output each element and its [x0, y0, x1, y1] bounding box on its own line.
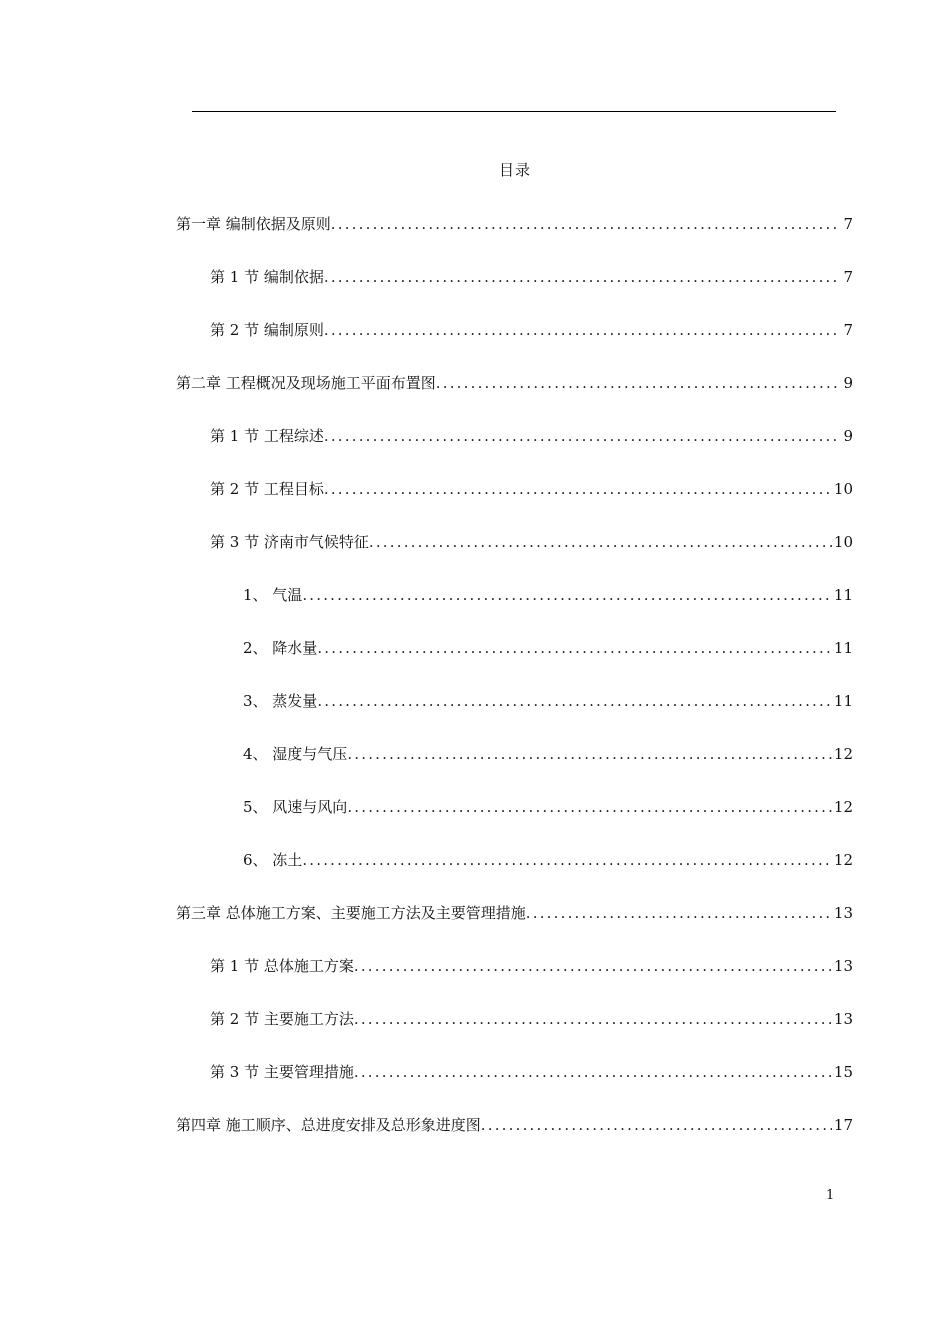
toc-entry-page: 13	[833, 904, 853, 922]
toc-entry-section-1-2[interactable]	[210, 320, 853, 340]
toc-entry-page: 11	[833, 586, 853, 604]
toc-entry-page: 17	[833, 1116, 853, 1134]
toc-entry-page: 9	[843, 374, 853, 392]
toc-entry-label: 第 1 节 总体施工方案	[210, 957, 354, 975]
toc-dot-leader	[354, 956, 832, 976]
toc-entry-label: 6、 冻土	[243, 851, 303, 869]
toc-entry-label: 2、 降水量	[243, 639, 318, 657]
toc-entry-label: 第 3 节 主要管理措施	[210, 1063, 354, 1081]
toc-entry-label: 第一章 编制依据及原则	[176, 215, 331, 233]
toc-entry-section-1-1[interactable]	[210, 267, 853, 287]
toc-entry-page: 7	[843, 268, 853, 286]
toc-dot-leader	[324, 426, 842, 446]
toc-title: 目录	[498, 161, 531, 179]
toc-entry-label: 第 2 节 编制原则	[210, 321, 324, 339]
toc-entry-page: 12	[833, 745, 853, 763]
toc-entry-label: 1、 气温	[243, 586, 303, 604]
toc-entry-item-2-3-6[interactable]	[243, 850, 853, 870]
toc-dot-leader	[317, 638, 832, 658]
toc-entry-section-2-3[interactable]	[210, 532, 853, 552]
toc-dot-leader	[347, 797, 832, 817]
toc-dot-leader	[354, 1062, 832, 1082]
toc-dot-leader	[354, 1009, 832, 1029]
toc-entry-item-2-3-1[interactable]	[243, 585, 853, 605]
toc-entry-item-2-3-5[interactable]	[243, 797, 853, 817]
toc-entry-chapter-3[interactable]	[176, 903, 853, 923]
toc-entry-section-2-1[interactable]	[210, 426, 853, 446]
toc-entry-page: 12	[833, 851, 853, 869]
toc-entry-label: 4、 湿度与气压	[243, 745, 348, 763]
toc-dot-leader	[331, 214, 842, 234]
footer-page-number: 1	[826, 1188, 835, 1203]
toc-dot-leader	[436, 373, 842, 393]
toc-dot-leader	[324, 267, 842, 287]
toc-entry-label: 第 2 节 主要施工方法	[210, 1010, 354, 1028]
toc-entry-page: 15	[833, 1063, 853, 1081]
toc-entry-label: 第二章 工程概况及现场施工平面布置图	[176, 374, 436, 392]
toc-dot-leader	[369, 532, 832, 552]
toc-dot-leader	[302, 850, 832, 870]
toc-entry-page: 9	[843, 427, 853, 445]
toc-dot-leader	[302, 585, 832, 605]
toc-entry-page: 7	[843, 215, 853, 233]
toc-dot-leader	[347, 744, 832, 764]
toc-entry-item-2-3-2[interactable]	[243, 638, 853, 658]
toc-entry-label: 第 1 节 工程综述	[210, 427, 324, 445]
toc-entry-chapter-4[interactable]	[176, 1115, 853, 1135]
toc-entry-label: 第 3 节 济南市气候特征	[210, 533, 369, 551]
toc-entry-page: 11	[833, 639, 853, 657]
toc-dot-leader	[526, 903, 832, 923]
toc-entry-label: 3、 蒸发量	[243, 692, 318, 710]
toc-entry-label: 5、 风速与风向	[243, 798, 348, 816]
toc-entry-chapter-1[interactable]	[176, 214, 853, 234]
toc-entry-chapter-2[interactable]	[176, 373, 853, 393]
toc-entry-item-2-3-3[interactable]	[243, 691, 853, 711]
toc-entry-page: 11	[833, 692, 853, 710]
toc-dot-leader	[317, 691, 832, 711]
toc-dot-leader	[481, 1115, 832, 1135]
toc-dot-leader	[324, 479, 832, 499]
toc-entry-page: 13	[833, 957, 853, 975]
toc-entry-section-3-3[interactable]	[210, 1062, 853, 1082]
toc-entry-label: 第四章 施工顺序、总进度安排及总形象进度图	[176, 1116, 481, 1134]
toc-dot-leader	[324, 320, 842, 340]
toc-entry-page: 12	[833, 798, 853, 816]
toc-entry-page: 13	[833, 1010, 853, 1028]
toc-entry-label: 第 1 节 编制依据	[210, 268, 324, 286]
toc-entry-section-2-2[interactable]	[210, 479, 853, 499]
toc-entry-page: 7	[843, 321, 853, 339]
toc-entry-label: 第 2 节 工程目标	[210, 480, 324, 498]
toc-entry-page: 10	[833, 480, 853, 498]
toc-entry-item-2-3-4[interactable]	[243, 744, 853, 764]
toc-entry-page: 10	[833, 533, 853, 551]
toc-entry-section-3-2[interactable]	[210, 1009, 853, 1029]
header-rule	[192, 111, 836, 112]
toc-entry-section-3-1[interactable]	[210, 956, 853, 976]
toc-entry-label: 第三章 总体施工方案、主要施工方法及主要管理措施	[176, 904, 526, 922]
